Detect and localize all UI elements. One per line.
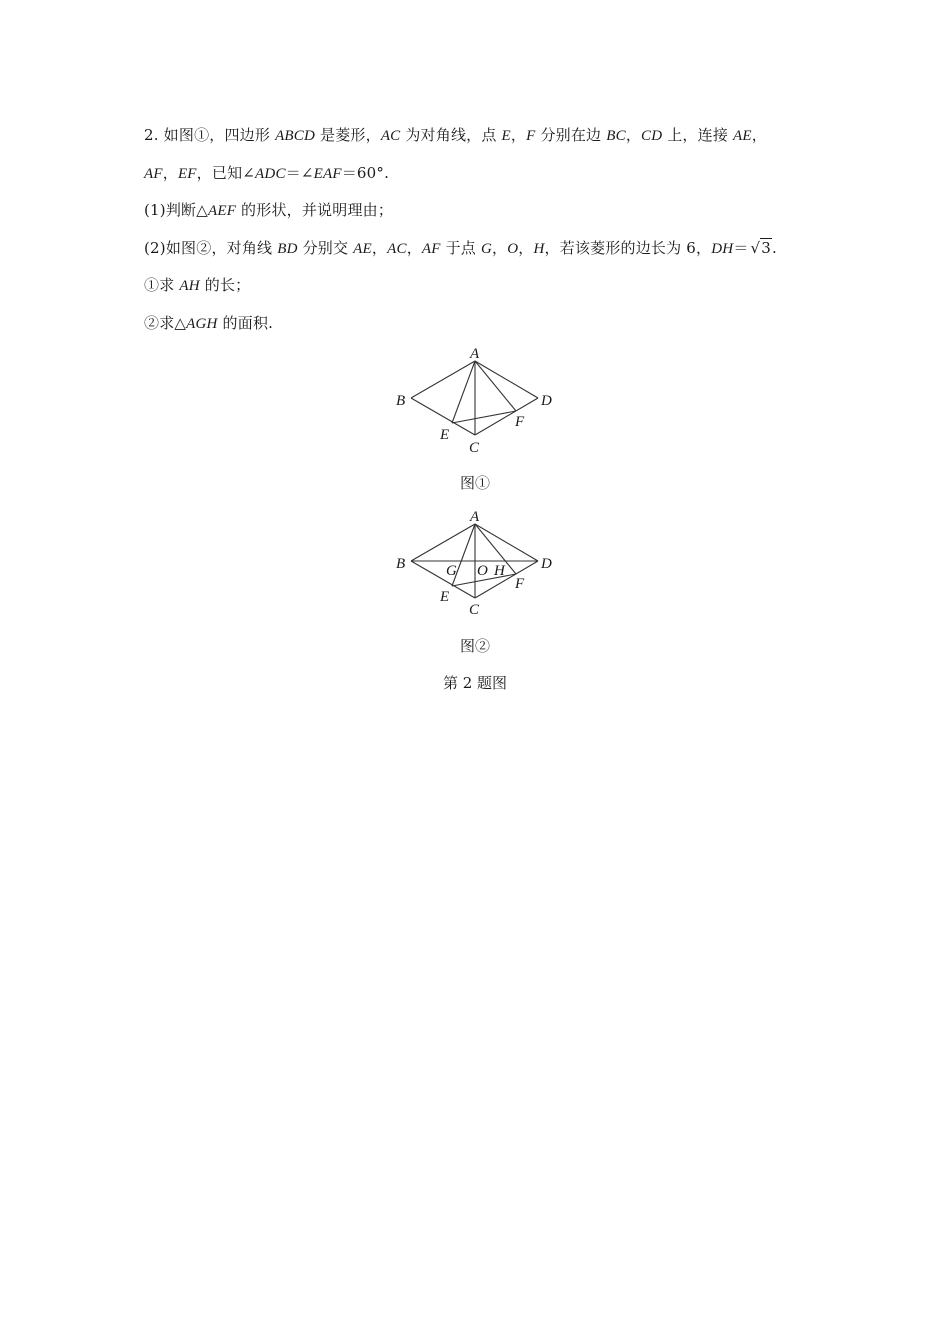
segment-AE (452, 361, 475, 423)
question-part-2: (2)如图②，对角线 BD 分别交 AE，AC，AF 于点 G，O，H，若该菱形的边长为 6，DH＝ √3. (144, 239, 777, 257)
label-C: C (469, 602, 480, 618)
label-F: F (515, 576, 525, 592)
side-AD (475, 524, 538, 561)
label-D: D (541, 393, 552, 409)
question-part-1: (1)判断△AEF 的形状，并说明理由； (144, 201, 394, 219)
label-E: E (440, 589, 450, 605)
side-AB (411, 524, 475, 561)
sqrt-3: √3 (750, 239, 772, 257)
segment-AF (475, 361, 516, 411)
label-B: B (396, 556, 406, 572)
figure-2-caption: 图② (459, 637, 490, 655)
problem-line-2: AF，EF，已知∠ADC＝∠EAF＝60°. (144, 164, 390, 182)
figure-1-diagram (380, 340, 570, 460)
label-A: A (470, 346, 480, 362)
label-H: H (494, 563, 505, 579)
problem-line-1: 2. 如图①，四边形 ABCD 是菱形，AC 为对角线，点 E，F 分别在边 BC，CD 上，连接 AE， (144, 126, 767, 144)
label-E: E (440, 427, 450, 443)
side-AD (475, 361, 538, 398)
sub-question-1: ①求 AH 的长； (144, 276, 251, 294)
label-D: D (541, 556, 552, 572)
label-F: F (515, 414, 525, 430)
label-O: O (477, 563, 488, 579)
side-AB (411, 361, 475, 398)
figure-set-caption: 第 2 题图 (442, 674, 508, 692)
figure-1-caption: 图① (459, 474, 490, 492)
sub-question-2: ②求△AGH 的面积. (144, 314, 274, 332)
figure-2-diagram (380, 505, 570, 625)
label-A: A (470, 509, 480, 525)
label-B: B (396, 393, 406, 409)
label-G: G (446, 563, 457, 579)
label-C: C (469, 440, 480, 456)
